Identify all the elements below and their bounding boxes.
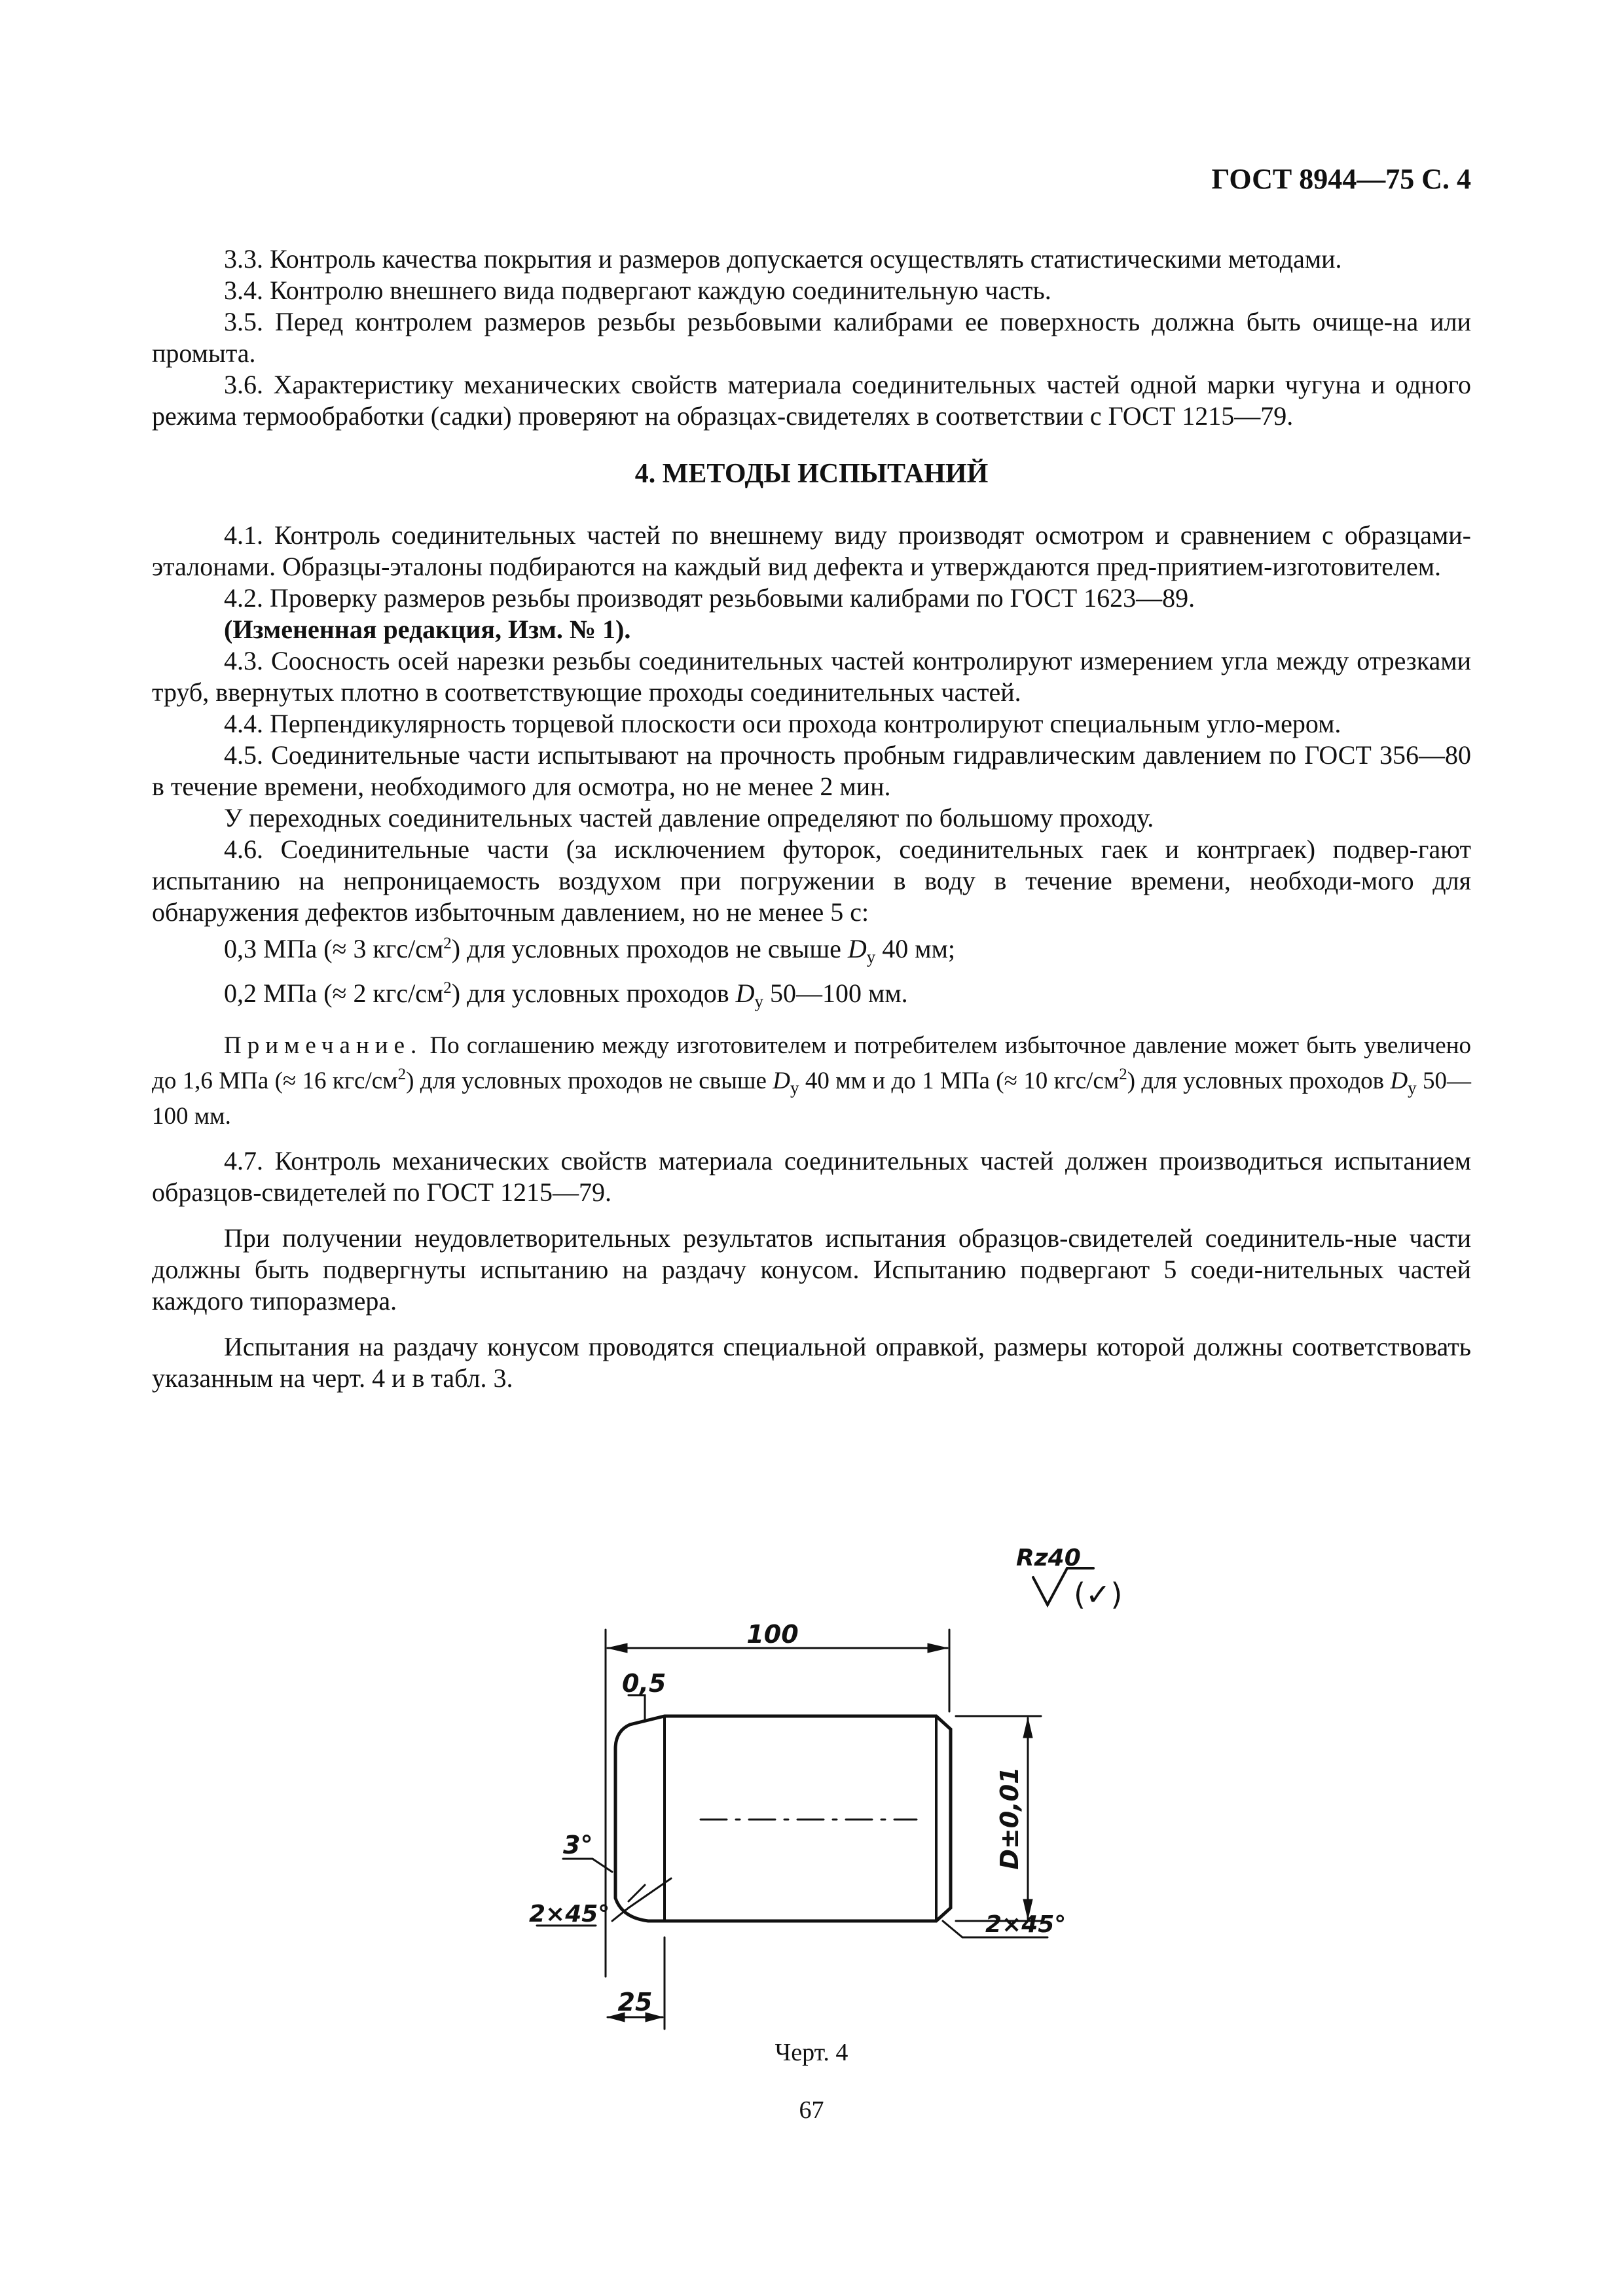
left-chamfer-label: 2×45° [529, 1901, 610, 1928]
paragraph-4-5: 4.5. Соединительные части испытывают на прочность пробным гидравлическим давлением по ГОСТ 356—80 в течение времени, необходимого для осмотра, но не менее 2 мин. [152, 740, 1471, 801]
pressure-line-2: 0,2 МПа (≈ 2 кгс/$см^2$) для условных проходов $D_у$ 50—100 мм. [224, 978, 908, 1011]
paragraph-3-5: 3.5. Перед контролем размеров резьбы резьбовыми калибрами ее поверхность должна быть очище-на или промыта. [152, 307, 1471, 368]
paragraph-3-6: 3.6. Характеристику механических свойств материала соединительных частей одной марки чугуна и одного режима термообработки (садки) проверяют на образцах-свидетелях в соответствии с ГОСТ 1215—79. [152, 370, 1471, 431]
paragraph-4-3: 4.3. Соосность осей нарезки резьбы соединительных частей контролируют измерением угла между отрезками труб, ввернутых плотно в соответствующие проходы соединительных частей. [152, 646, 1471, 707]
chamfer-label: 0,5 [622, 1669, 666, 1698]
section-4-title: 4. МЕТОДЫ ИСПЫТАНИЙ [634, 459, 989, 489]
roughness-label: Rz40 [1016, 1545, 1081, 1571]
paragraph-3-4: 3.4. Контролю внешнего вида подвергают каждую соединительную часть. [224, 276, 1051, 305]
paragraph-4-2: 4.2. Проверку размеров резьбы производят резьбовыми калибрами по ГОСТ 1623—89. [224, 583, 1195, 613]
paragraph-4-1: 4.1. Контроль соединительных частей по внешнему виду производят осмотром и сравнением с образцами-эталонами. Образцы-эталоны подбираются на каждый вид дефекта и утверждаются пред-приятием-изготовителем. [152, 520, 1471, 581]
figure-caption: Черт. 4 [775, 2039, 848, 2066]
change-note: (Измененная редакция, Изм. № 1). [224, 615, 631, 644]
paragraph-4-4: 4.4. Перпендикулярность торцевой плоскости оси прохода контролируют специальным угло-мером. [224, 709, 1341, 738]
note: Примечание. По соглашению между изготовителем и потребителем избыточное давление может быть увеличено до 1,6 МПа (≈ 16 кгс/$см^2$) для условных проходов не свыше $D_у$ 40 мм и до 1 МПа (≈ 10 кгс/$см^2$) для условных проходов $D_у$ 50—100 мм. [152, 1032, 1471, 1130]
paragraph-4-5-b: У переходных соединительных частей давление определяют по большому проходу. [224, 803, 1154, 833]
document-header: ГОСТ 8944—75 С. 4 [1211, 163, 1471, 195]
length-label: 100 [746, 1620, 799, 1649]
chamfer-leader [629, 1695, 645, 1720]
right-chamfer-label: 2×45° [985, 1911, 1067, 1938]
cone-length-label: 25 [617, 1988, 653, 2017]
paragraph-4-7-c: Испытания на раздачу конусом проводятся специальной оправкой, размеры которой должны соответствовать указанным на черт. 4 и в табл. 3. [152, 1332, 1471, 1393]
pressure-line-1: 0,3 МПа (≈ 3 кгс/$см^2$) для условных проходов не свыше $D_у$ 40 мм; [224, 934, 956, 967]
paragraph-4-6: 4.6. Соединительные части (за исключением футорок, соединительных гаек и контргаек) подвер-гают испытанию на непроницаемость воздухом при погружении в воду в течение времени, необходи-мого для обнаружения дефектов избыточным давлением, но не менее 5 с: [152, 834, 1471, 927]
angle-label: 3° [563, 1831, 593, 1859]
paragraph-3-3: 3.3. Контроль качества покрытия и размеров допускается осуществлять статистическими методами. [224, 244, 1342, 274]
note-label: Примечание. [224, 1032, 423, 1059]
paragraph-4-7-b: При получении неудовлетворительных результатов испытания образцов-свидетелей соединитель-ные части должны быть подвергнуты испытанию на раздачу конусом. Испытанию подвергают 5 соеди-нительных частей каждого типоразмера. [152, 1223, 1471, 1316]
paragraph-4-7: 4.7. Контроль механических свойств материала соединительных частей должен производиться испытанием образцов-свидетелей по ГОСТ 1215—79. [152, 1146, 1471, 1207]
diameter-label: D±0,01 [995, 1767, 1024, 1870]
page-number: 67 [799, 2096, 824, 2124]
roughness-paren: (✓) [1074, 1577, 1123, 1612]
